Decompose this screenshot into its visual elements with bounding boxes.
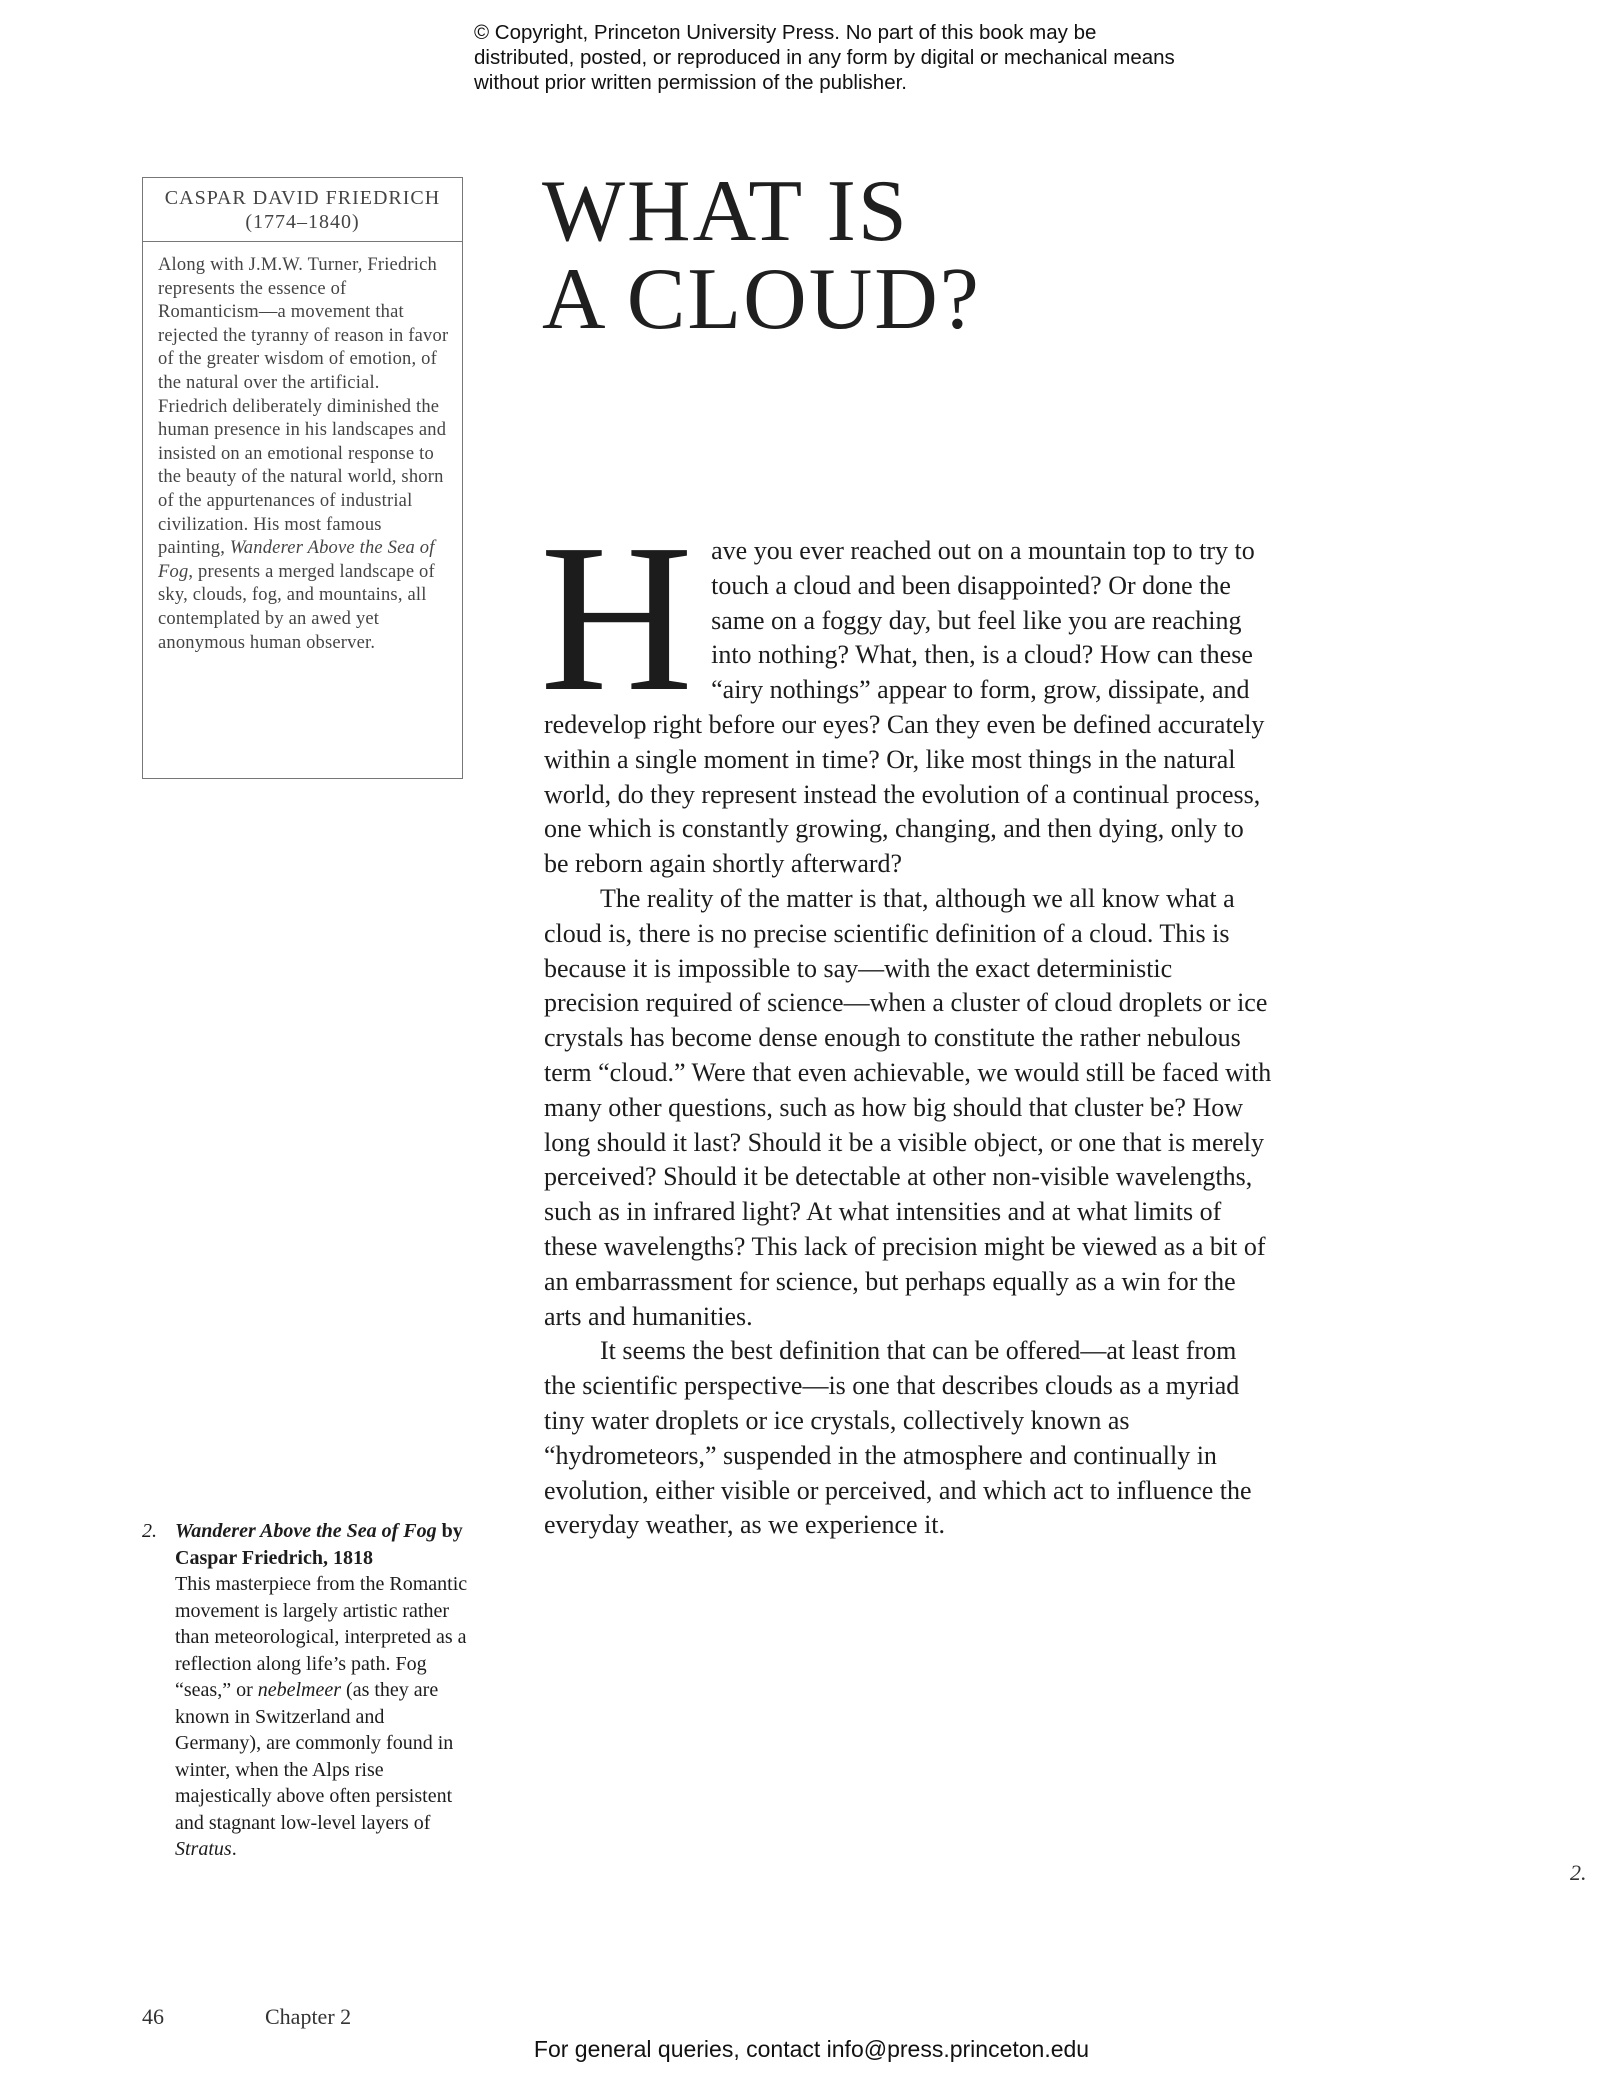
title-line-1: WHAT IS: [542, 163, 909, 260]
paragraph-3: It seems the best definition that can be offered—at least from the scientific perspective—is one that describes clouds as a myriad tiny water droplets or ice crystals, collectively known as “hydrometeors,” suspended in the atmosphere and continually in evolution, either visible or perceived, and which act to influence the everyday weather, as we experience it.: [544, 1336, 1252, 1540]
caption-title: Wanderer Above the Sea of Fog: [175, 1520, 437, 1542]
paragraph-2: The reality of the matter is that, although we all know what a cloud is, there is no precise scientific definition of a cloud. This is because it is impossible to say—with the exact deterministic precision required of science—when a cluster of cloud droplets or ice crystals has become dense enough to constitute the rather nebulous term “cloud.” Were that even achievable, we would still be faced with many other questions, such as how big should that cluster be? How long should it last? Should it be a visible object, or one that is merely perceived? Should it be detectable at other non-visible wavelengths, such as in infrared light? At what intensities and at what limits of these wavelengths? This lack of precision might be viewed as a bit of an embarrassment for science, but perhaps equally as a win for the arts and humanities.: [544, 883, 1272, 1331]
body-text: [540, 500, 1272, 1543]
title-line-2: A CLOUD?: [542, 251, 981, 348]
caption-text-end: .: [231, 1838, 237, 1860]
running-footer-chapter: Chapter 2: [265, 2004, 352, 2029]
chapter-title: [542, 163, 981, 348]
drop-cap: H: [540, 500, 694, 735]
caption-text: [175, 1518, 472, 1863]
biography-sidebar: [142, 177, 463, 779]
sidebar-text-before: Along with J.M.W. Turner, Friedrich represents the essence of Romanticism—a movement that rejected the tyranny of reason in favor of the greater wisdom of emotion, of the natural over the artificial. Friedrich deliberately diminished the human presence in his landscapes and insisted on an emotional response to the beauty of the natural world, shorn of the appurtenances of industrial civilization. His most famous painting,: [158, 255, 449, 559]
caption-number: 2.: [142, 1520, 157, 1542]
figure-caption: [142, 1518, 472, 1863]
caption-cloud-term: Stratus: [175, 1838, 232, 1860]
sidebar-body: [143, 242, 462, 655]
sidebar-text-after: , presents a merged landscape of sky, clouds, fog, and mountains, all contemplated by an awed yet anonymous human observer.: [158, 561, 435, 653]
caption-term: nebelmeer: [257, 1679, 342, 1701]
sidebar-dates: (1774–1840): [245, 211, 360, 233]
caption-byline: by Caspar Friedrich, 1818: [175, 1520, 463, 1569]
page-number: 46: [142, 2004, 164, 2029]
caption-text-before: This masterpiece from the Romantic movement is largely artistic rather than meteorological, interpreted as a reflection along life’s path. Fog “seas,” or: [175, 1573, 468, 1701]
sidebar-painting-title: Wanderer Above the Sea of Fog: [158, 538, 435, 582]
paragraph-1-text: ave you ever reached out on a mountain top to try to touch a cloud and been disappointed? Or done the same on a foggy day, but feel like you are reaching into nothing? What, then, is a cloud? How can these “airy nothings” appear to form, grow, dissipate, and redevelop right before our eyes? Can they even be defined accurately within a single moment in time? Or, like most things in the natural world, do they represent instead the evolution of a continual process, one which is constantly growing, changing, and then dying, only to be reborn again shortly afterward?: [544, 536, 1265, 879]
sidebar-name: CASPAR DAVID FRIEDRICH: [164, 187, 441, 209]
caption-text-middle: (as they are known in Switzerland and Germany), are commonly found in winter, when the Alps rise majestically above often persistent and stagnant low-level layers of: [175, 1679, 454, 1834]
contact-notice: For general queries, contact info@press.princeton.edu: [533, 2036, 1090, 2062]
sidebar-header: [143, 178, 462, 242]
copyright-notice: © Copyright, Princeton University Press. No part of this book may be distributed, posted, or reproduced in any form by digital or mechanical means without prior written permission of the publisher.: [474, 21, 1175, 94]
figure-marker: 2.: [1570, 1860, 1587, 1885]
paragraph-1: [540, 500, 1272, 882]
caption-heading: [175, 1520, 463, 1569]
